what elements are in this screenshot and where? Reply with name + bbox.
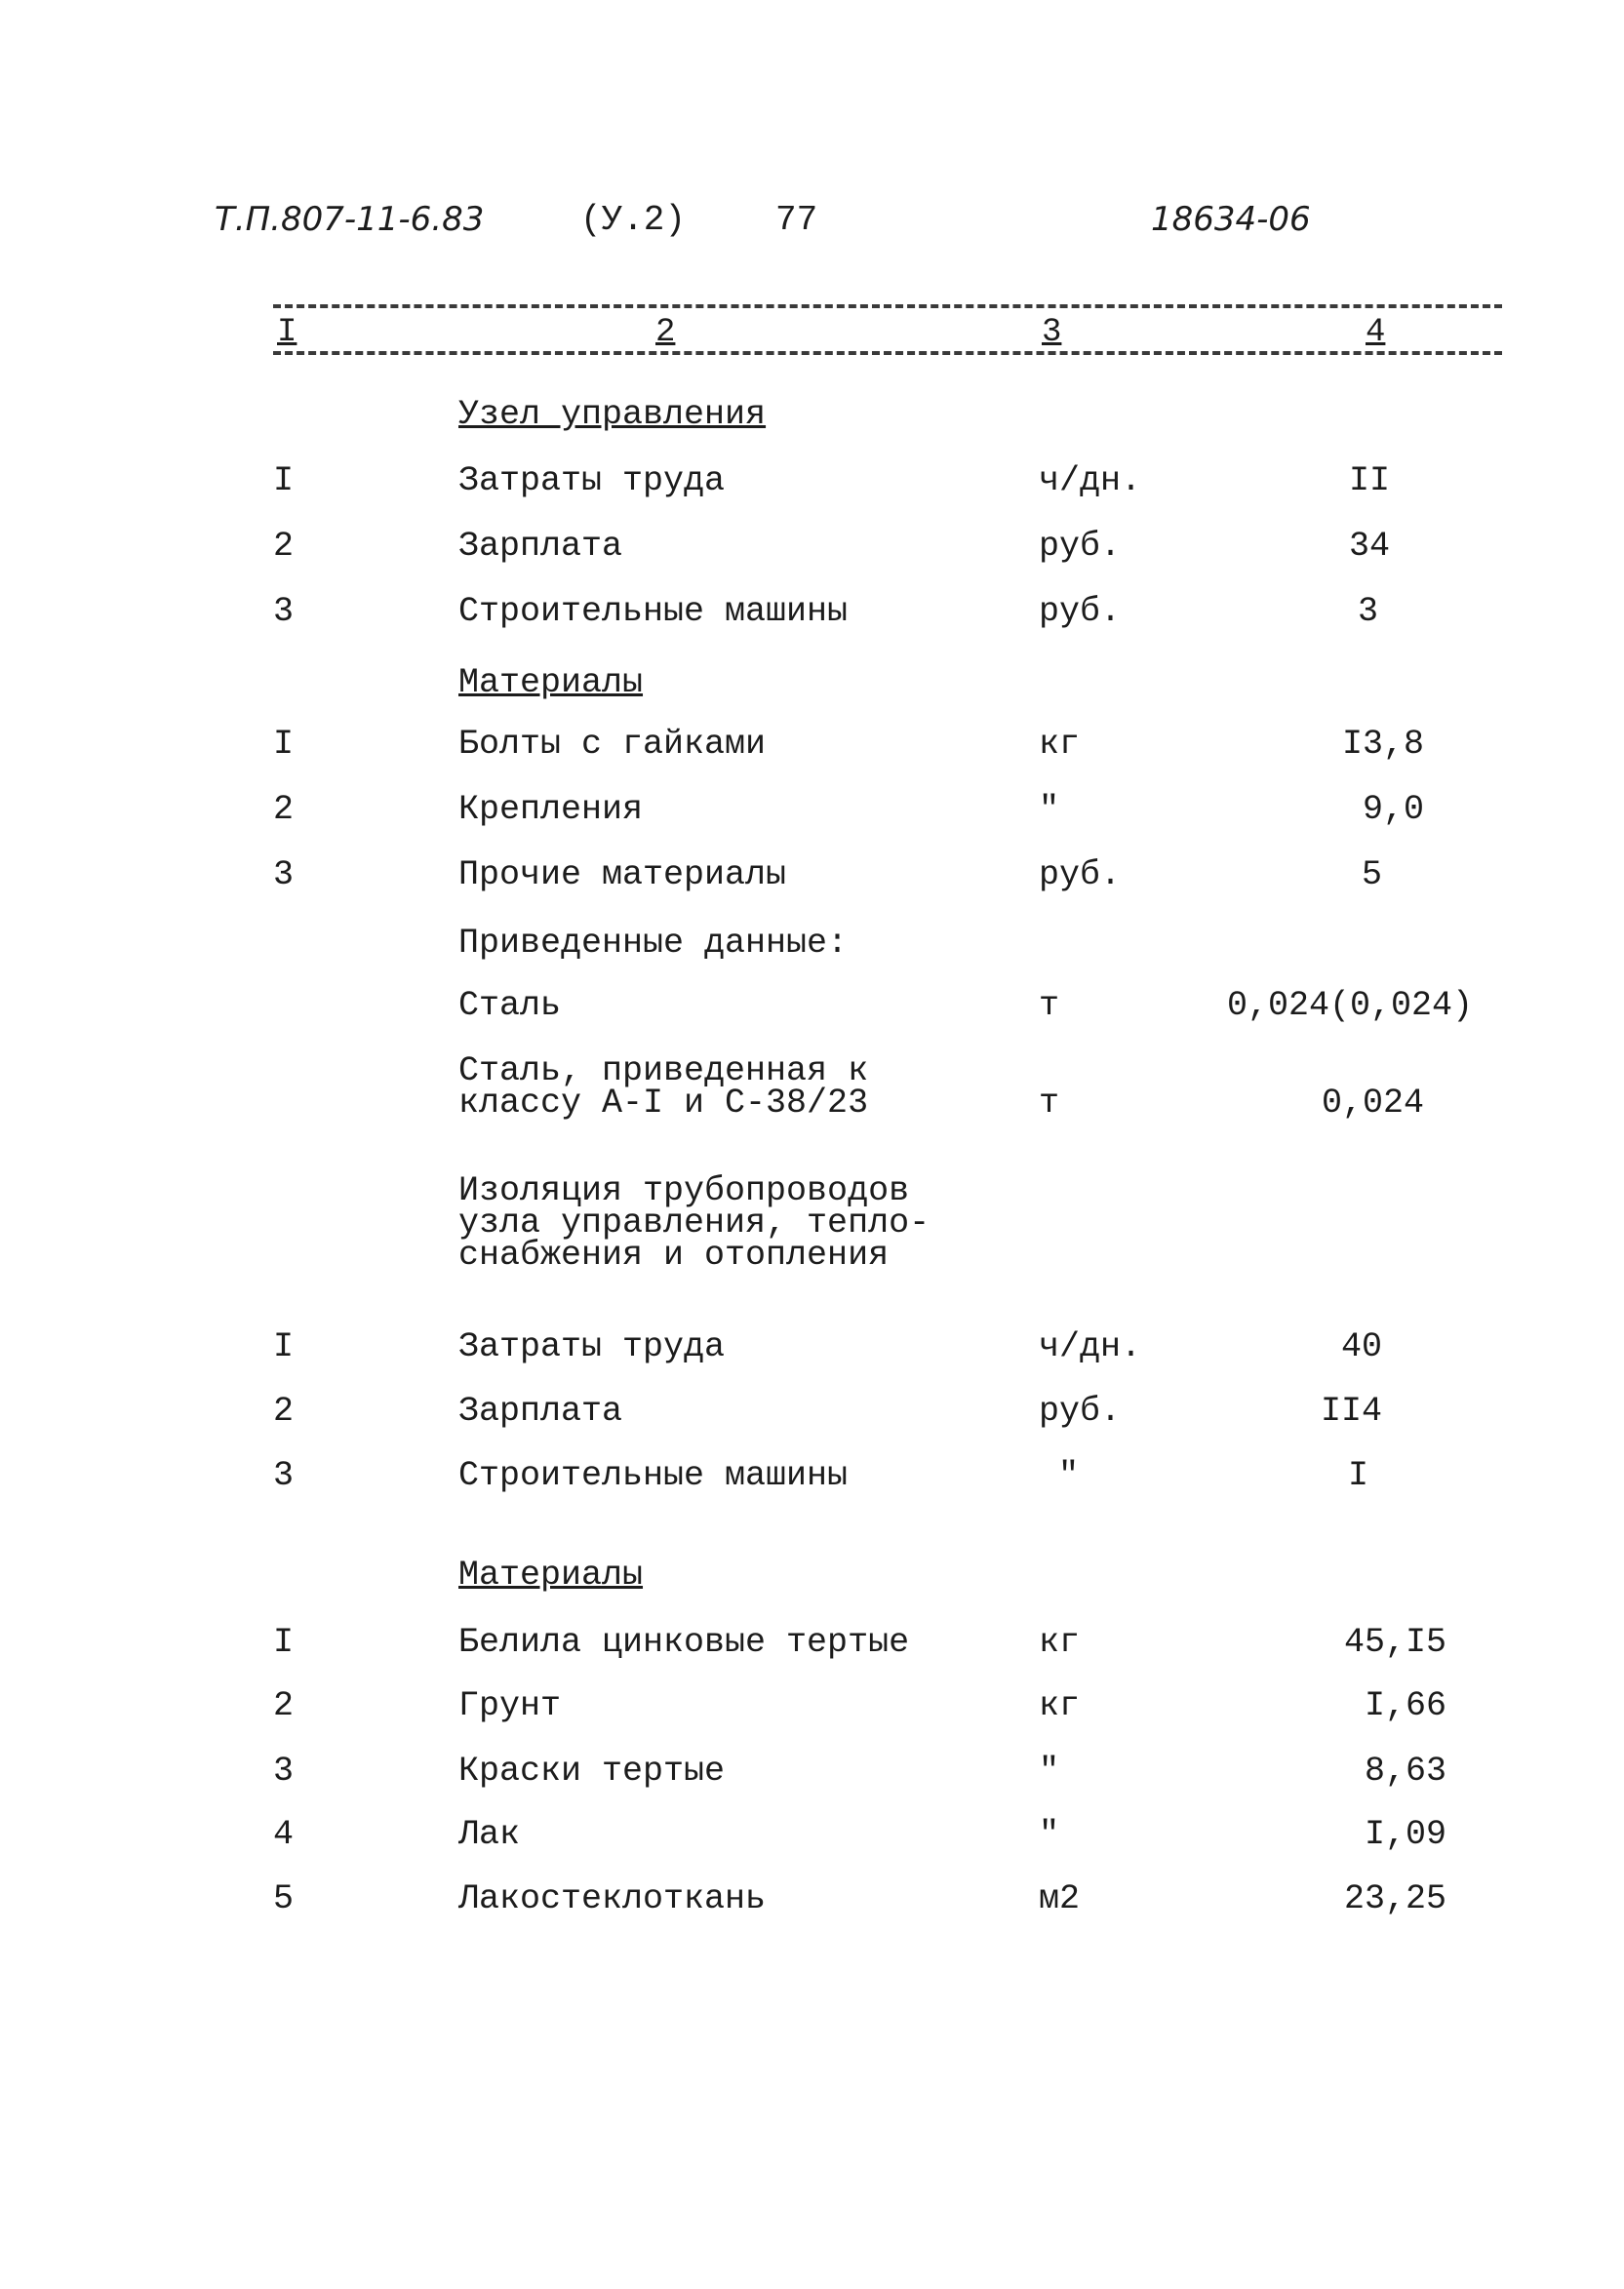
row-value: 3 <box>1357 592 1378 631</box>
row-name: Лакостеклоткань <box>458 1879 767 1918</box>
section-title-materials: Материалы <box>458 663 644 702</box>
column-header-1: I <box>277 314 297 351</box>
row-name: Краски тертые <box>458 1752 726 1791</box>
row-value: I,09 <box>1364 1815 1446 1854</box>
row-unit: т <box>1039 986 1060 1025</box>
row-unit: руб. <box>1039 855 1122 894</box>
document-number: 18634-06 <box>1151 200 1311 239</box>
section-title-control-unit: Узел управления <box>458 395 767 434</box>
row-unit: " <box>1039 1815 1060 1854</box>
column-header-4: 4 <box>1366 314 1386 351</box>
row-unit: т <box>1039 1084 1060 1123</box>
row-number: I <box>273 1327 295 1366</box>
document-code: Т.П.807-11-6.83 <box>215 200 485 239</box>
row-value: 23,25 <box>1343 1879 1446 1918</box>
row-name: Строительные машины <box>458 592 849 631</box>
row-number: 2 <box>273 1392 295 1431</box>
section-title-insulation: Изоляция трубопроводов узла управления, тепло- снабжения и отопления <box>458 1171 931 1275</box>
row-value: II <box>1348 461 1390 500</box>
row-number: 5 <box>273 1879 295 1918</box>
row-number: 2 <box>273 1686 295 1725</box>
row-number: I <box>273 1623 295 1662</box>
row-value: 0,024(0,024) <box>1226 986 1473 1025</box>
row-name: Зарплата <box>458 527 623 566</box>
row-name: Сталь <box>458 986 562 1025</box>
row-name: Затраты труда <box>458 1327 726 1366</box>
row-name-multiline: Сталь, приведенная к классу А-I и С-38/23 <box>458 1051 869 1123</box>
row-value: I3,8 <box>1341 725 1424 764</box>
row-number: 2 <box>273 790 295 829</box>
row-number: 4 <box>273 1815 295 1854</box>
column-header-2: 2 <box>655 314 676 351</box>
row-number: 3 <box>273 1456 295 1495</box>
column-header-3: 3 <box>1042 314 1062 351</box>
row-value: I <box>1347 1456 1368 1495</box>
row-number: 2 <box>273 527 295 566</box>
row-value: 8,63 <box>1364 1752 1446 1791</box>
row-unit: ч/дн. <box>1039 1327 1142 1366</box>
row-name: Прочие материалы <box>458 855 787 894</box>
row-value: 40 <box>1340 1327 1382 1366</box>
row-name: Грунт <box>458 1686 562 1725</box>
row-number: I <box>273 461 295 500</box>
row-value: 0,024 <box>1321 1084 1424 1123</box>
row-value: 34 <box>1348 527 1390 566</box>
row-unit: кг <box>1039 725 1081 764</box>
row-name: Строительные машины <box>458 1456 849 1495</box>
row-value: I,66 <box>1364 1686 1446 1725</box>
row-unit: руб. <box>1039 592 1122 631</box>
row-number: 3 <box>273 592 295 631</box>
row-unit: " <box>1039 790 1060 829</box>
page-number: 77 <box>775 200 818 240</box>
row-unit: руб. <box>1039 527 1122 566</box>
volume-label: (У.2) <box>580 200 687 240</box>
row-value: 9,0 <box>1362 790 1424 829</box>
row-name: Белила цинковые тертые <box>458 1623 910 1662</box>
row-value: II4 <box>1320 1392 1382 1431</box>
section-title-materials: Материалы <box>458 1556 644 1595</box>
row-number: I <box>273 725 295 764</box>
row-name: Лак <box>458 1815 521 1854</box>
row-unit: м2 <box>1039 1879 1081 1918</box>
row-number: 3 <box>273 855 295 894</box>
row-unit: руб. <box>1039 1392 1122 1431</box>
row-unit: кг <box>1039 1686 1081 1725</box>
row-value: 5 <box>1361 855 1382 894</box>
table-header-rule <box>273 351 1502 355</box>
table-top-rule <box>273 304 1502 308</box>
row-number: 3 <box>273 1752 295 1791</box>
row-value: 45,I5 <box>1343 1623 1446 1662</box>
reduced-data-title: Приведенные данные: <box>458 924 849 963</box>
row-unit: " <box>1058 1456 1080 1495</box>
row-unit: кг <box>1039 1623 1081 1662</box>
row-name: Зарплата <box>458 1392 623 1431</box>
row-unit: " <box>1039 1752 1060 1791</box>
row-name: Крепления <box>458 790 644 829</box>
row-name: Затраты труда <box>458 461 726 500</box>
row-unit: ч/дн. <box>1039 461 1142 500</box>
row-name: Болты с гайками <box>458 725 767 764</box>
